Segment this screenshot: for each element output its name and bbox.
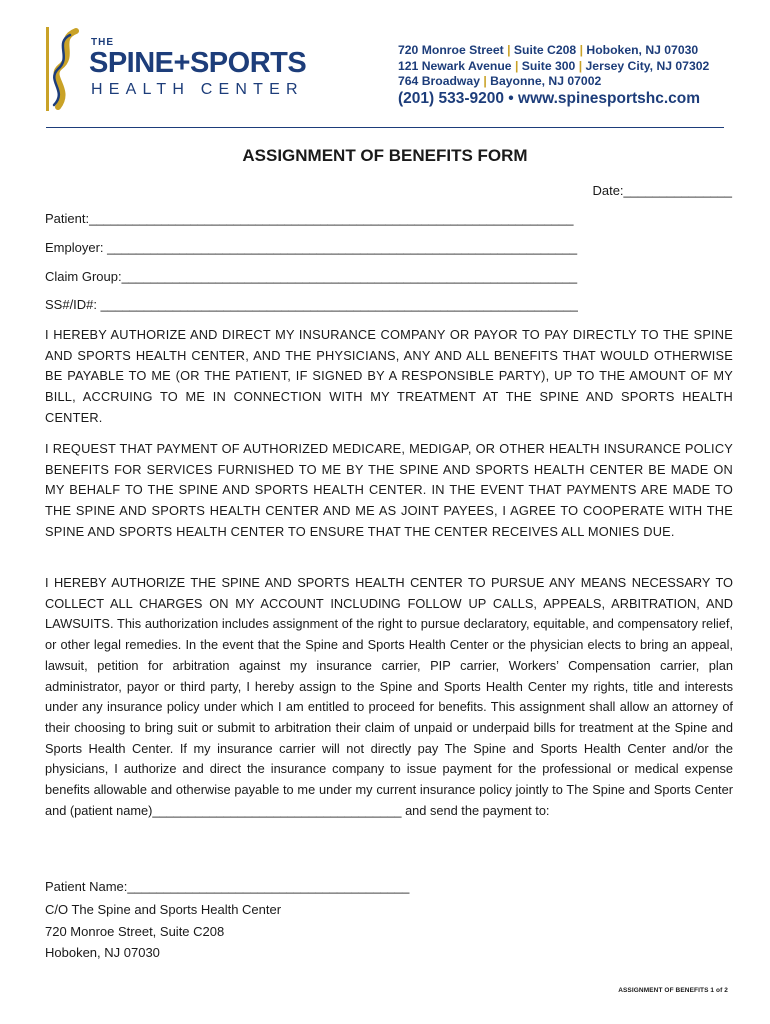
authorization-paragraph: I HEREBY AUTHORIZE AND DIRECT MY INSURANCE COMPANY OR PAYOR TO PAY DIRECTLY TO THE SPINE AND SPORTS HEALTH CENTER, AND THE PHYSICIANS, ANY AND ALL BENEFITS THAT WOULD OTHERWISE BE PAYABLE TO ME (OR THE PATIENT, IF SIGNED BY A RESPONSIBLE PARTY), UP TO THE AMOUNT OF MY BILL, ACCRUING TO ME IN CONNECTION WITH MY TREATMENT AT THE SPINE AND SPORTS HEALTH CENTER.	[45, 327, 733, 425]
patient-field[interactable]: Patient:___________________________________________________________________	[45, 211, 574, 226]
payment-address	[45, 899, 281, 964]
ssn-id-field[interactable]: SS#/ID#: __________________________________________________________________	[45, 297, 578, 312]
collection-paragraph: I HEREBY AUTHORIZE THE SPINE AND SPORTS HEALTH CENTER TO PURSUE ANY MEANS NECESSARY TO COLLECT ALL CHARGES ON MY ACCOUNT INCLUDING FOLLOW UP CALLS, APPEALS, ARBITRATION, AND LAWSUITS. This authorization includes assignment of the right to pursue declaratory, equitable, and compensatory relief, or other legal remedies. In the event that the Spine and Sports Health Center or the physician elects to bring an appeal, lawsuit, petition for arbitration against my insurance carrier, PIP carrier, Workers’ Compensation carrier, plan administrator, payor or third party, I hereby assign to the Spine and Sports Health Center my rights, title and interests under any insurance policy under which I am entitled to proceed for benefits. This assignment shall allow an attorney of their choosing to bring suit or submit to arbitration their claim of unpaid or underpaid bills for treatment at the Spine and Sports Health Center. If my insurance carrier will not directly pay The Spine and Sports Health Center and/or the physicians, I authorize and direct the insurance company to issue payment for the professional or medical expense benefits allowable and otherwise payable to me under my current insurance policy jointly to The Spine and Sports Center and (patient name)___________________________________ and send the payment to:	[45, 575, 733, 818]
contact-line[interactable]: (201) 533-9200 • www.spinesportshc.com	[398, 90, 701, 107]
separator: |	[579, 43, 584, 57]
logo-name: SPINE+SPORTS	[89, 47, 307, 79]
claim-group-field[interactable]: Claim Group:_______________________________________________________________	[45, 269, 578, 284]
address-street: 764 Broadway	[398, 74, 480, 88]
address-suite: Suite 300	[521, 59, 576, 73]
separator: |	[578, 59, 583, 73]
address-line-jersey-city	[398, 59, 709, 73]
payment-address-line: Hoboken, NJ 07030	[45, 945, 160, 960]
address-street: 720 Monroe Street	[398, 43, 504, 57]
payment-address-line: C/O The Spine and Sports Health Center	[45, 902, 282, 917]
address-line-bayonne	[398, 74, 601, 88]
address-city: Jersey City, NJ 07302	[585, 59, 710, 73]
separator: |	[514, 59, 519, 73]
logo-the: THE	[91, 37, 114, 48]
logo	[46, 27, 306, 111]
patient-name-field[interactable]: Patient Name:_______________________________________	[45, 879, 410, 894]
address-city: Bayonne, NJ 07002	[490, 74, 602, 88]
page-footer: ASSIGNMENT OF BENEFITS 1 of 2	[618, 987, 728, 994]
header-divider	[46, 127, 724, 128]
separator: |	[507, 43, 511, 57]
logo-subtitle: HEALTH CENTER	[91, 81, 304, 98]
separator: |	[483, 74, 487, 88]
payment-address-line: 720 Monroe Street, Suite C208	[45, 923, 225, 939]
address-suite: Suite C208	[513, 43, 577, 57]
form-title: ASSIGNMENT OF BENEFITS FORM	[242, 146, 528, 165]
address-city: Hoboken, NJ 07030	[586, 43, 699, 57]
employer-field[interactable]: Employer: _________________________________________________________________	[45, 240, 578, 255]
medicare-paragraph: I REQUEST THAT PAYMENT OF AUTHORIZED MEDICARE, MEDIGAP, OR OTHER HEALTH INSURANCE POLICY BENEFITS FOR SERVICES FURNISHED TO ME BY THE SPINE AND SPORTS HEALTH CENTER BE MADE ON MY BEHALF TO THE SPINE AND SPORTS HEALTH CENTER. IN THE EVENT THAT PAYMENTS ARE MADE TO THE SPINE AND SPORTS HEALTH CENTER AND ME AS JOINT PAYEES, I AGREE TO COOPERATE WITH THE SPINE AND SPORTS HEALTH CENTER TO ENSURE THAT THE CENTER RECEIVES ALL MONIES DUE.	[45, 441, 733, 539]
address-line-hoboken	[398, 43, 698, 57]
address-street: 121 Newark Avenue	[398, 59, 512, 73]
spine-logo-icon	[46, 27, 82, 111]
date-field[interactable]: Date:_______________	[592, 183, 732, 198]
